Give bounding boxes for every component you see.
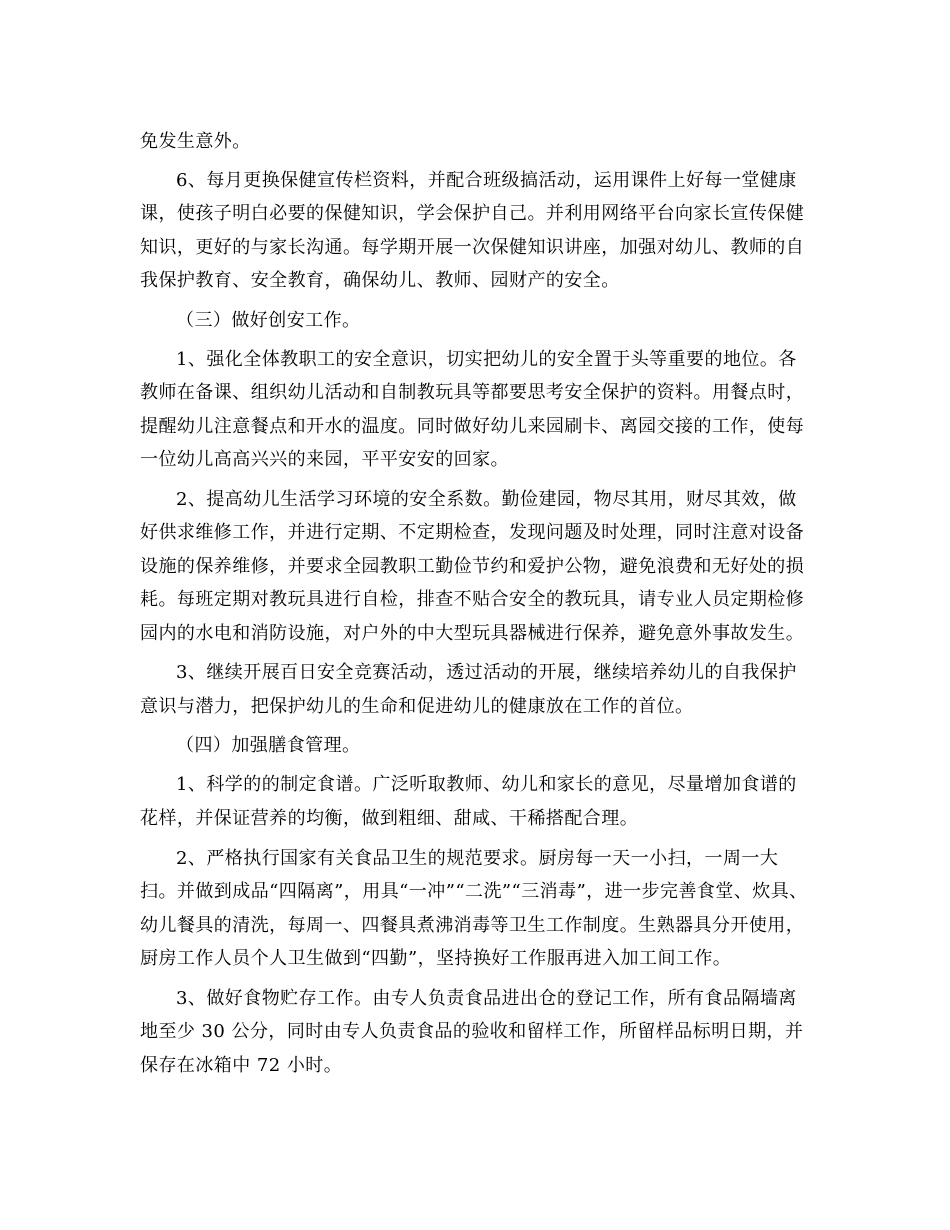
text-line: 教师在备课、组织幼儿活动和自制教玩具等都要思考安全保护的资料。用餐点时，	[140, 382, 805, 403]
text-line: 厨房工作人员个人卫生做到“四勤”，坚持换好工作服再进入加工间工作。	[140, 948, 732, 969]
text-line: 扫。并做到成品“四隔离”，用具“一冲”“二洗”“三消毒”，进一步完善食堂、炊具、	[140, 881, 808, 902]
text-line: 花样，并保证营养的均衡，做到粗细、甜咸、干稀搭配合理。	[140, 808, 639, 829]
text-line: 意识与潜力，把保护幼儿的生命和促进幼儿的健康放在工作的首位。	[140, 696, 694, 717]
text-line: 一位幼儿高高兴兴的来园，平平安安的回家。	[140, 449, 509, 470]
text-line: 地至少 30 公分，同时由专人负责食品的验收和留样工作，所留样品标明日期，并	[140, 1021, 804, 1042]
text-line: 我保护教育、安全教育，确保幼儿、教师、园财产的安全。	[140, 270, 620, 291]
text-line: 耗。每班定期对教玩具进行自检，排查不贴合安全的教玩具，请专业人员定期检修	[140, 589, 805, 610]
text-line: 园内的水电和消防设施，对户外的中大型玩具器械进行保养，避免意外事故发生。	[140, 623, 805, 644]
text-line: 2、严格执行国家有关食品卫生的规范要求。厨房每一天一小扫，一周一大	[176, 848, 779, 869]
text-line: 1、科学的的制定食谱。广泛听取教师、幼儿和家长的意见，尽量增加食谱的	[176, 774, 797, 795]
text-line: 1、强化全体教职工的安全意识，切实把幼儿的安全置于头等重要的地位。各	[176, 349, 797, 370]
text-line: 3、做好食物贮存工作。由专人负责食品进出仓的登记工作，所有食品隔墙离	[176, 988, 797, 1009]
text-line: 幼儿餐具的清洗，每周一、四餐具煮沸消毒等卫生工作制度。生熟器具分开使用，	[140, 915, 805, 936]
text-line: 课，使孩子明白必要的保健知识，学会保护自己。并利用网络平台向家长宣传保健	[140, 203, 805, 224]
text-line: 免发生意外。	[140, 131, 251, 152]
section-heading: （四）加强膳食管理。	[176, 735, 361, 756]
text-line: 6、每月更换保健宣传栏资料，并配合班级搞活动，运用课件上好每一堂健康	[176, 170, 797, 191]
text-line: 设施的保养维修，并要求全园教职工勤俭节约和爱护公物，避免浪费和无好处的损	[140, 556, 805, 577]
text-line: 好供求维修工作，并进行定期、不定期检查，发现问题及时处理，同时注意对设备	[140, 522, 805, 543]
text-line: 知识，更好的与家长沟通。每学期开展一次保健知识讲座，加强对幼儿、教师的自	[140, 237, 805, 258]
section-heading: （三）做好创安工作。	[176, 310, 361, 331]
text-line: 2、提高幼儿生活学习环境的安全系数。勤俭建园，物尽其用，财尽其效，做	[176, 489, 797, 510]
text-line: 3、继续开展百日安全竞赛活动，透过活动的开展，继续培养幼儿的自我保护	[176, 662, 797, 683]
text-line: 提醒幼儿注意餐点和开水的温度。同时做好幼儿来园刷卡、离园交接的工作，使每	[140, 416, 805, 437]
text-line: 保存在冰箱中 72 小时。	[140, 1055, 343, 1076]
